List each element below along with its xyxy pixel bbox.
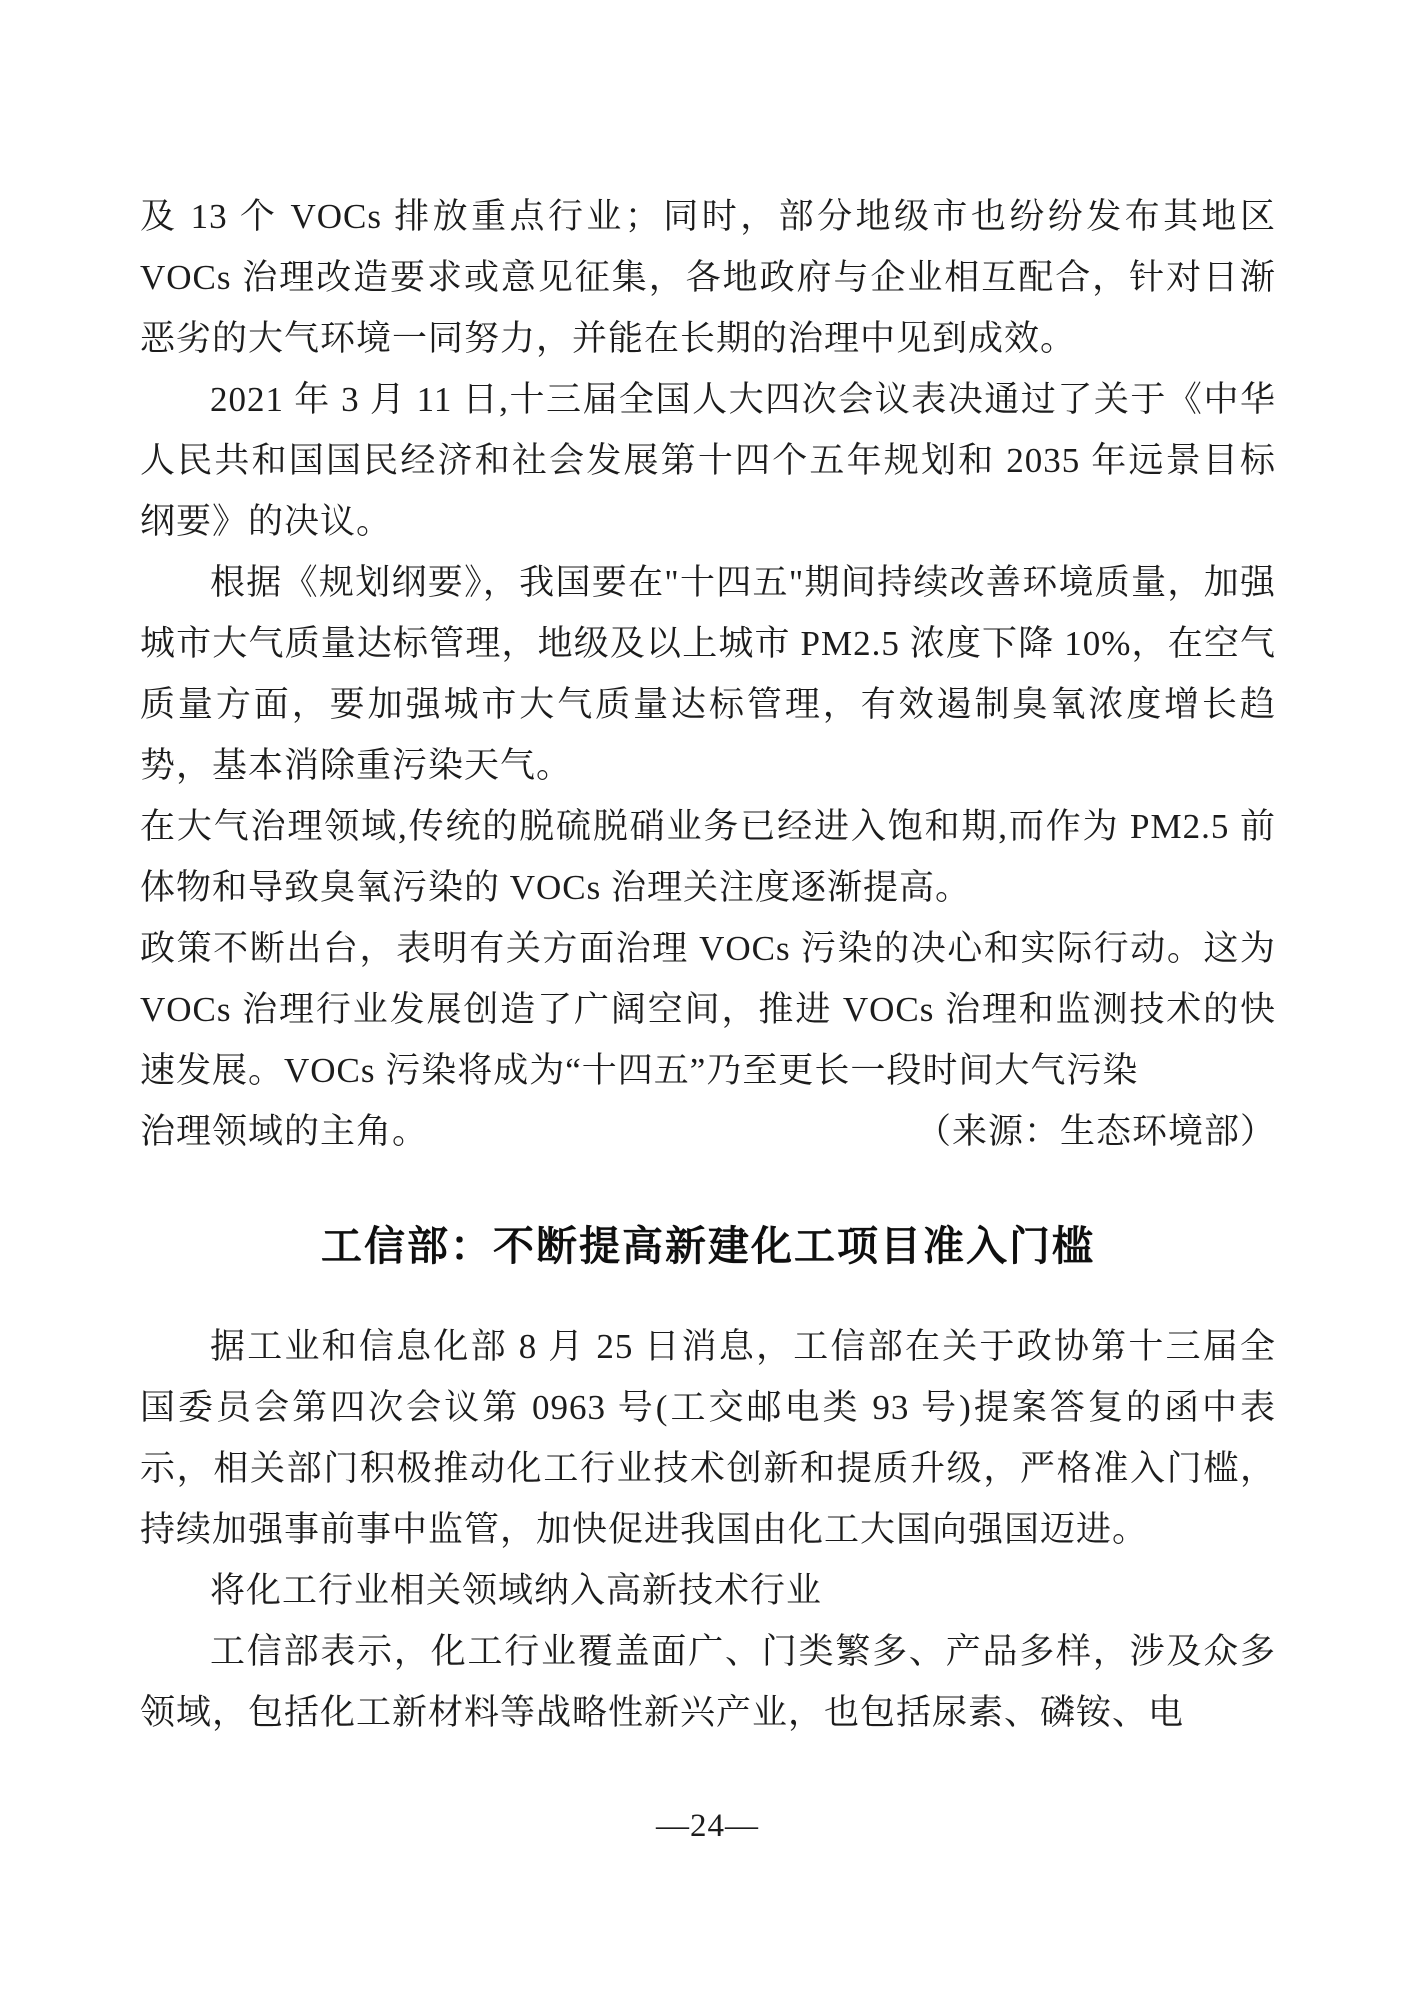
paragraph: 据工业和信息化部 8 月 25 日消息，工信部在关于政协第十三届全国委员会第四次会议第 0963 号(工交邮电类 93 号)提案答复的函中表示，相关部门积极推动化工行业技术创新和提质升级，严格准入门槛，持续加强事前事中监管，加快促进我国由化工大国向强国迈进。: [140, 1327, 1276, 1549]
page-number: —24—: [656, 1808, 759, 1844]
article-title: 工信部：不断提高新建化工项目准入门槛: [321, 1223, 1095, 1269]
page-content: [140, 186, 1276, 1743]
paragraph: 工信部表示，化工行业覆盖面广、门类繁多、产品多样，涉及众多领域，包括化工新材料等战略性新兴产业，也包括尿素、磷铵、电: [140, 1632, 1276, 1732]
paragraph: 在大气治理领域,传统的脱硫脱硝业务已经进入饱和期,而作为 PM2.5 前体物和导致臭氧污染的 VOCs 治理关注度逐渐提高。: [140, 807, 1276, 907]
paragraph: 政策不断出台，表明有关方面治理 VOCs 污染的决心和实际行动。这为 VOCs 治理行业发展创造了广阔空间，推进 VOCs 治理和监测技术的快速发展。VOCs 污染将成为“十四五”乃至更长一段时间大气污染: [140, 929, 1276, 1090]
source-attribution: （来源：生态环境部）: [915, 1112, 1276, 1151]
article-closing-row: [140, 1101, 1276, 1162]
paragraph: 将化工行业相关领域纳入高新技术行业: [210, 1571, 823, 1610]
paragraph: 根据《规划纲要》，我国要在"十四五"期间持续改善环境质量，加强城市大气质量达标管理，地级及以上城市 PM2.5 浓度下降 10%，在空气质量方面，要加强城市大气质量达标管理，有效遏制臭氧浓度增长趋势，基本消除重污染天气。: [140, 563, 1276, 785]
miit-article: [140, 1220, 1276, 1743]
closing-text: 治理领域的主角。: [140, 1112, 429, 1151]
vocs-article: [140, 186, 1276, 1162]
paragraph: 及 13 个 VOCs 排放重点行业；同时，部分地级市也纷纷发布其地区 VOCs 治理改造要求或意见征集，各地政府与企业相互配合，针对日渐恶劣的大气环境一同努力，并能在长期的治理中见到成效。: [140, 197, 1276, 358]
paragraph: 2021 年 3 月 11 日,十三届全国人大四次会议表决通过了关于《中华人民共和国国民经济和社会发展第十四个五年规划和 2035 年远景目标纲要》的决议。: [140, 380, 1276, 541]
